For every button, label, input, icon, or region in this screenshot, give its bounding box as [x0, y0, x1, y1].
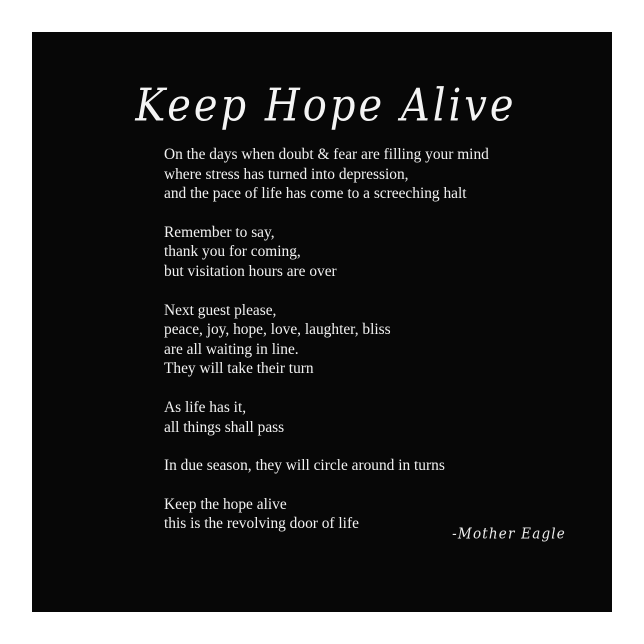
poem-line: this is the revolving door of life — [164, 515, 359, 533]
poem-line: where stress has turned into depression, — [164, 165, 409, 183]
poem-line: On the days when doubt & fear are filling your mind — [164, 146, 489, 163]
poster-artwork — [32, 32, 612, 612]
poem-stanza — [164, 301, 584, 379]
poem-signature: -Mother Eagle — [452, 525, 566, 543]
poem-line: but visitation hours are over — [164, 262, 337, 280]
poem-line: and the pace of life has come to a screeching halt — [164, 185, 467, 203]
poem-line: thank you for coming, — [164, 243, 301, 261]
poem-stanza — [164, 456, 584, 476]
poem-stanza — [164, 398, 584, 437]
poem-line: Keep the hope alive — [164, 495, 287, 513]
poem-line: are all waiting in line. — [164, 340, 299, 358]
poem-line: They will take their turn — [164, 360, 314, 378]
poster-title: Keep Hope Alive — [135, 80, 517, 132]
poem-line: In due season, they will circle around in turns — [164, 457, 445, 475]
poem-line: Remember to say, — [164, 223, 275, 241]
poem-body — [164, 145, 584, 553]
poem-stanza — [164, 145, 584, 204]
poem-line: all things shall pass — [164, 418, 285, 436]
poem-stanza — [164, 223, 584, 282]
poem-line: peace, joy, hope, love, laughter, bliss — [164, 321, 391, 339]
poem-line: Next guest please, — [164, 301, 277, 319]
poem-line: As life has it, — [164, 398, 247, 416]
